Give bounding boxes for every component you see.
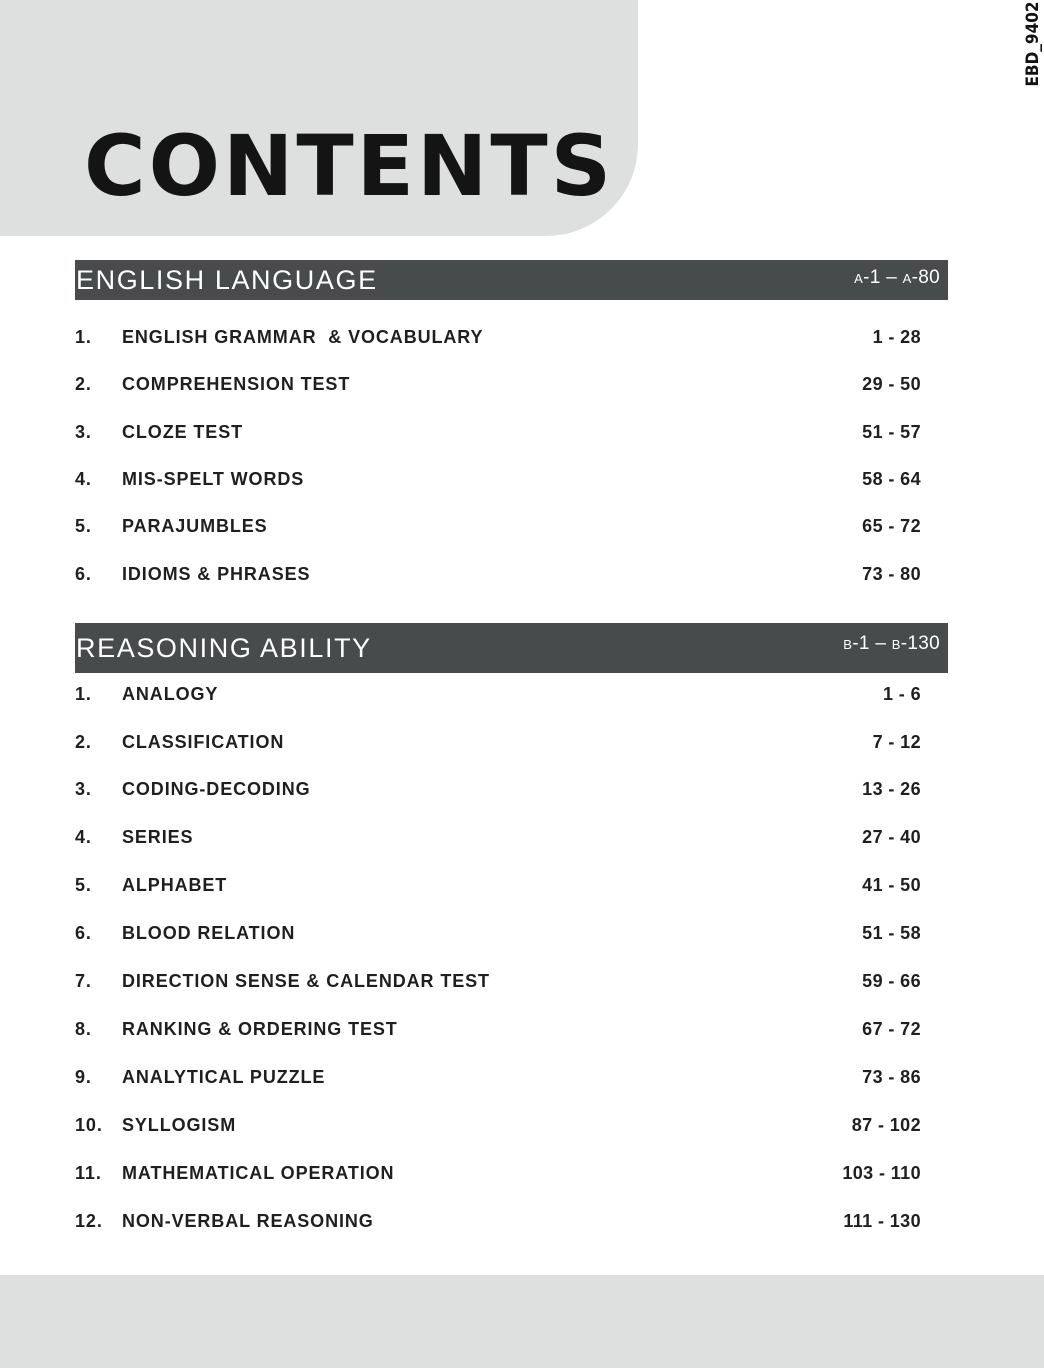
entry-number: 4.	[75, 469, 92, 489]
toc-entry[interactable]	[75, 732, 921, 756]
entry-title: CODING-DECODING	[122, 779, 311, 799]
toc-entry[interactable]	[75, 684, 921, 708]
entry-title: RANKING & ORDERING TEST	[122, 1019, 398, 1039]
entry-number: 9.	[75, 1067, 92, 1087]
entry-title: ANALYTICAL PUZZLE	[122, 1067, 326, 1087]
document-code: EBD_9402	[1023, 1, 1043, 87]
entry-pages: 1 - 6	[882, 684, 921, 704]
entry-pages: 7 - 12	[872, 732, 921, 752]
entry-pages: 65 - 72	[862, 516, 921, 536]
entry-number: 11.	[75, 1163, 102, 1183]
toc-entry[interactable]	[75, 779, 921, 803]
entry-pages: 103 - 110	[842, 1163, 921, 1183]
section-header-english	[75, 260, 948, 300]
toc-entry[interactable]	[75, 469, 921, 493]
entry-number: 2.	[75, 732, 92, 752]
entry-title: CLASSIFICATION	[122, 732, 285, 752]
toc-entry[interactable]	[75, 327, 921, 351]
entry-title: IDIOMS & PHRASES	[122, 564, 311, 584]
entry-title: PARAJUMBLES	[122, 516, 268, 536]
entry-number: 12.	[75, 1211, 103, 1231]
entry-number: 6.	[75, 564, 92, 584]
entry-number: 3.	[75, 779, 92, 799]
entry-pages: 111 - 130	[843, 1211, 921, 1231]
section-page-range: B-1 – B-130	[843, 633, 940, 654]
entry-number: 1.	[75, 327, 92, 347]
entry-title: CLOZE TEST	[122, 422, 243, 442]
section-header-reasoning	[75, 623, 948, 673]
toc-entry[interactable]	[75, 971, 921, 995]
page-title: CONTENTS	[84, 117, 615, 215]
entry-pages: 73 - 80	[862, 564, 921, 584]
toc-entry[interactable]	[75, 1211, 921, 1235]
entry-pages: 51 - 58	[862, 923, 921, 943]
entry-number: 4.	[75, 827, 92, 847]
entry-pages: 29 - 50	[862, 374, 921, 394]
entry-number: 6.	[75, 923, 92, 943]
entry-number: 5.	[75, 516, 92, 536]
entry-number: 1.	[75, 684, 92, 704]
toc-entry[interactable]	[75, 827, 921, 851]
entry-pages: 27 - 40	[862, 827, 921, 847]
entry-pages: 1 - 28	[872, 327, 921, 347]
entry-title: DIRECTION SENSE & CALENDAR TEST	[122, 971, 490, 991]
entry-pages: 13 - 26	[862, 779, 921, 799]
entry-pages: 67 - 72	[862, 1019, 921, 1039]
entry-pages: 58 - 64	[862, 469, 921, 489]
footer-band	[0, 1275, 1044, 1368]
toc-entry[interactable]	[75, 1067, 921, 1091]
toc-entry[interactable]	[75, 1163, 921, 1187]
toc-entry[interactable]	[75, 923, 921, 947]
toc-entry[interactable]	[75, 564, 921, 588]
entry-pages: 87 - 102	[851, 1115, 921, 1135]
entry-pages: 41 - 50	[862, 875, 921, 895]
entry-title: ANALOGY	[122, 684, 219, 704]
section-title: ENGLISH LANGUAGE	[76, 264, 378, 295]
entry-number: 7.	[75, 971, 92, 991]
toc-entry[interactable]	[75, 374, 921, 398]
entry-title: SERIES	[122, 827, 194, 847]
entry-title: MIS-SPELT WORDS	[122, 469, 305, 489]
toc-entry[interactable]	[75, 422, 921, 446]
entry-title: SYLLOGISM	[122, 1115, 237, 1135]
section-page-range: A-1 – A-80	[854, 267, 940, 288]
entry-title: ENGLISH GRAMMAR & VOCABULARY	[122, 327, 484, 347]
toc-entry[interactable]	[75, 1019, 921, 1043]
toc-entry[interactable]	[75, 1115, 921, 1139]
entry-number: 10.	[75, 1115, 103, 1135]
entry-title: MATHEMATICAL OPERATION	[122, 1163, 395, 1183]
entry-number: 2.	[75, 374, 92, 394]
entry-number: 8.	[75, 1019, 92, 1039]
toc-entry[interactable]	[75, 875, 921, 899]
entry-number: 5.	[75, 875, 92, 895]
entry-title: ALPHABET	[122, 875, 228, 895]
toc-entry[interactable]	[75, 516, 921, 540]
entry-pages: 73 - 86	[862, 1067, 921, 1087]
entry-pages: 51 - 57	[862, 422, 921, 442]
entry-title: COMPREHENSION TEST	[122, 374, 351, 394]
entry-title: NON-VERBAL REASONING	[122, 1211, 374, 1231]
entry-pages: 59 - 66	[862, 971, 921, 991]
entry-number: 3.	[75, 422, 92, 442]
entry-title: BLOOD RELATION	[122, 923, 296, 943]
section-title: REASONING ABILITY	[76, 632, 372, 663]
